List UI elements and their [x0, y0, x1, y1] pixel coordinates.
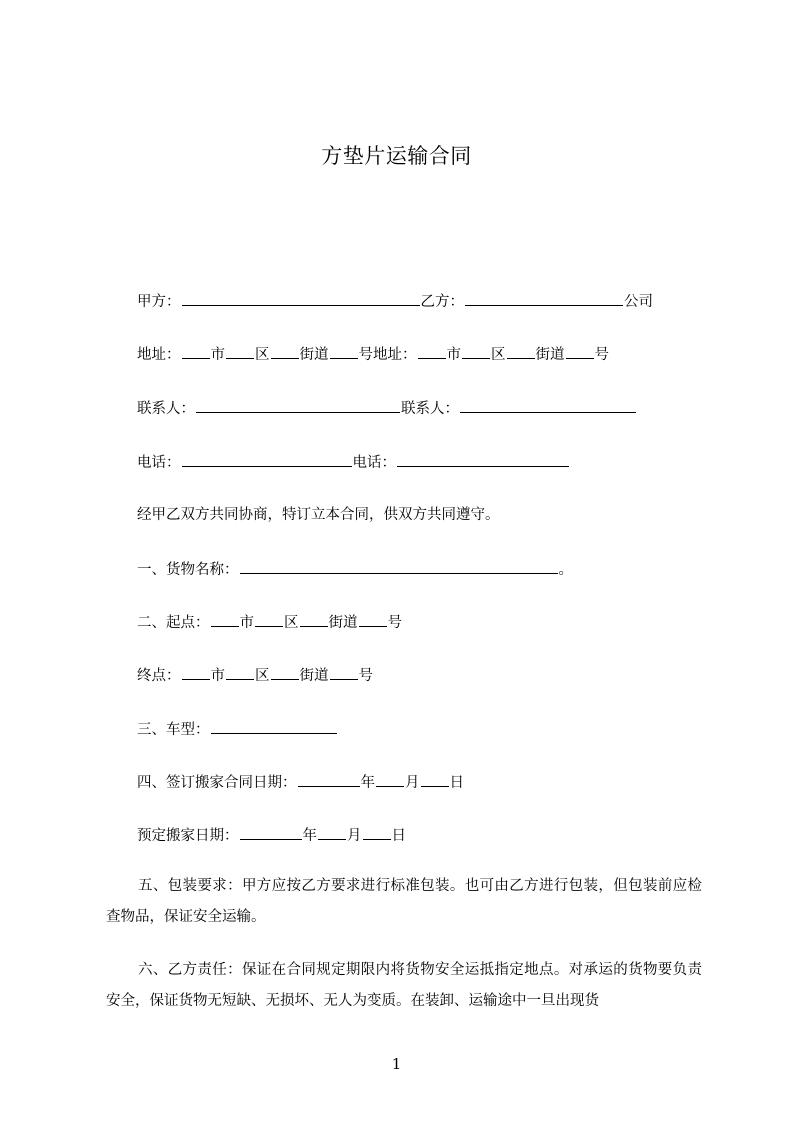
phone-label-2: 电话：: [352, 455, 396, 471]
address-line: [137, 344, 609, 365]
goods-line: [137, 559, 573, 580]
contact-label: 联系人：: [137, 401, 195, 417]
district-text: 区: [284, 615, 299, 631]
blank: [462, 344, 490, 359]
blank: [330, 665, 358, 680]
goods-label: 一、货物名称：: [137, 562, 239, 578]
party-a-blank: [182, 291, 420, 306]
sign-date-label: 四、签订搬家合同日期：: [137, 775, 297, 791]
phone-label: 电话：: [137, 455, 181, 471]
number-text: 号: [594, 347, 609, 363]
blank: [300, 612, 328, 627]
day-text: 日: [391, 828, 406, 844]
blank: [298, 772, 360, 787]
blank: [255, 612, 283, 627]
party-b-label: 乙方：: [420, 294, 464, 310]
origin-line: [137, 612, 402, 633]
party-b-suffix: 公司: [624, 294, 653, 310]
blank: [271, 344, 299, 359]
street-text: 街道: [535, 347, 565, 363]
blank: [271, 665, 299, 680]
move-date-line: [137, 825, 406, 846]
blank: [330, 344, 358, 359]
month-text: 月: [405, 775, 420, 791]
blank: [318, 825, 346, 840]
address-label: 地址：: [137, 347, 181, 363]
contact-b-blank: [460, 398, 636, 413]
city-text: 市: [210, 668, 225, 684]
street-text: 街道: [299, 347, 329, 363]
blank: [359, 612, 387, 627]
city-text: 市: [239, 615, 254, 631]
number-text: 号: [358, 668, 373, 684]
blank: [418, 344, 446, 359]
destination-label: 终点：: [137, 668, 181, 684]
intro-line: 经甲乙双方共同协商，特订立本合同，供双方共同遵守。: [137, 507, 500, 523]
blank: [376, 772, 404, 787]
phone-b-blank: [397, 452, 569, 467]
blank: [226, 344, 254, 359]
clause-5: [106, 871, 702, 933]
number-text: 号: [358, 347, 373, 363]
year-text: 年: [302, 828, 317, 844]
goods-blank: [240, 559, 558, 574]
origin-label: 二、起点：: [137, 615, 210, 631]
party-line: [137, 291, 653, 312]
number-text: 号: [387, 615, 402, 631]
document-title: 方垫片运输合同: [321, 144, 472, 168]
move-date-label: 预定搬家日期：: [137, 828, 239, 844]
vehicle-blank: [211, 719, 337, 734]
month-text: 月: [347, 828, 362, 844]
clause-6: [106, 955, 702, 1017]
destination-line: [137, 665, 373, 686]
contact-a-blank: [196, 398, 400, 413]
blank: [226, 665, 254, 680]
city-text: 市: [446, 347, 461, 363]
address-label-2: 地址：: [373, 347, 417, 363]
party-b-blank: [465, 291, 623, 306]
page-number: 1: [391, 1055, 402, 1073]
sign-date-line: [137, 772, 464, 793]
vehicle-label: 三、车型：: [137, 722, 210, 738]
party-a-label: 甲方：: [137, 294, 181, 310]
blank: [182, 665, 210, 680]
district-text: 区: [255, 347, 270, 363]
contact-line: [137, 398, 637, 419]
goods-end: 。: [558, 562, 573, 578]
clause-6-text: 六、乙方责任：保证在合同规定期限内将货物安全运抵指定地点。对承运的货物要负责安全，保证货物无短缺、无损坏、无人为变质。在装卸、运输途中一旦出现货: [106, 962, 702, 1009]
street-text: 街道: [328, 615, 358, 631]
blank: [182, 344, 210, 359]
phone-line: [137, 452, 570, 473]
district-text: 区: [491, 347, 506, 363]
street-text: 街道: [299, 668, 329, 684]
blank: [421, 772, 449, 787]
blank: [211, 612, 239, 627]
blank: [363, 825, 391, 840]
vehicle-line: [137, 719, 338, 740]
year-text: 年: [360, 775, 375, 791]
blank: [240, 825, 302, 840]
city-text: 市: [210, 347, 225, 363]
blank: [566, 344, 594, 359]
blank: [507, 344, 535, 359]
contact-label-2: 联系人：: [401, 401, 459, 417]
district-text: 区: [255, 668, 270, 684]
day-text: 日: [449, 775, 464, 791]
clause-5-text: 五、包装要求：甲方应按乙方要求进行标准包装。也可由乙方进行包装，但包装前应检查物品，保证安全运输。: [106, 878, 702, 925]
phone-a-blank: [182, 452, 352, 467]
